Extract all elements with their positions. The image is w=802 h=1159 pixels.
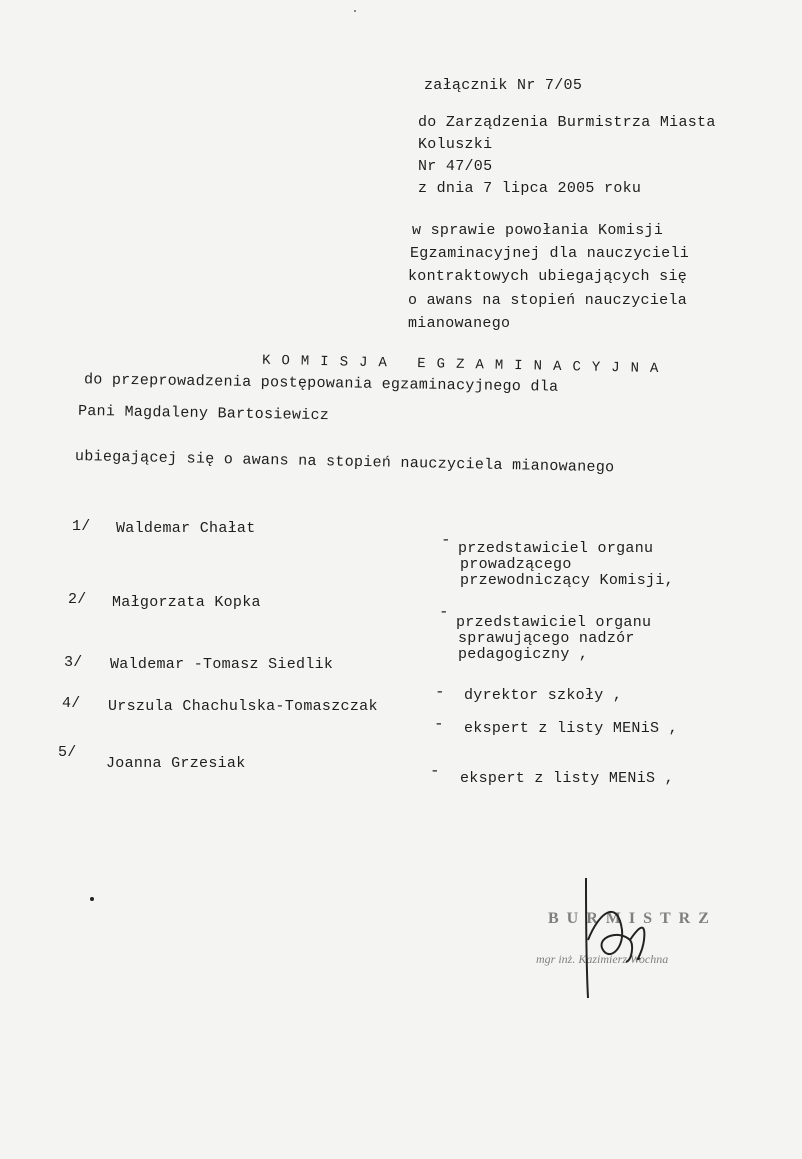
role-dash: - [441, 531, 451, 549]
member-name: Waldemar Chałat [116, 520, 256, 537]
member-name: Małgorzata Kopka [112, 594, 261, 611]
member-number: 2/ [68, 591, 87, 608]
member-number: 5/ [58, 744, 77, 761]
signature-image [560, 870, 670, 1010]
member-number: 4/ [62, 695, 81, 712]
ink-speck [90, 897, 94, 901]
role-dash: - [439, 603, 449, 621]
ink-speck [354, 10, 356, 12]
header-line-2: Koluszki [418, 136, 493, 153]
role-dash: - [434, 715, 444, 733]
member-role-line: prowadzącego [460, 556, 572, 573]
member-role-line: przewodniczący Komisji, [460, 572, 674, 589]
header-line-1: do Zarządzenia Burmistrza Miasta [418, 114, 716, 131]
member-role-line: ekspert z listy MENiS , [460, 770, 674, 787]
member-role-line: pedagogiczny , [458, 646, 589, 663]
header-line-3: Nr 47/05 [418, 158, 493, 175]
member-role-line: sprawującego nadzór [458, 630, 635, 647]
member-role-line: dyrektor szkoły , [464, 687, 623, 704]
header-line-4: z dnia 7 lipca 2005 roku [418, 180, 642, 197]
intro-line-3: ubiegającej się o awans na stopień nauczyciela mianowanego [74, 448, 615, 477]
subject-line-3: kontraktowych ubiegających się [408, 268, 688, 285]
member-role-line: przedstawiciel organu [458, 540, 654, 557]
member-role-line: przedstawiciel organu [456, 614, 652, 631]
subject-line-1: w sprawie powołania Komisji [412, 222, 664, 239]
subject-line-5: mianowanego [408, 315, 511, 332]
role-dash: - [435, 683, 445, 701]
stamp-name: mgr inż. Kazimierz Wochna [536, 952, 669, 966]
intro-line-1: do przeprowadzenia postępowania egzaminacyjnego dla [83, 371, 559, 396]
role-dash: - [430, 762, 440, 780]
member-number: 3/ [64, 654, 83, 671]
member-number: 1/ [72, 518, 91, 535]
subject-line-4: o awans na stopień nauczyciela [408, 292, 688, 309]
member-name: Urszula Chachulska-Tomaszczak [108, 698, 378, 715]
member-name: Joanna Grzesiak [106, 755, 246, 772]
stamp-title: BURMISTRZ [548, 910, 717, 927]
attachment-number: załącznik Nr 7/05 [424, 77, 583, 94]
intro-line-2: Pani Magdaleny Bartosiewicz [77, 402, 330, 425]
member-name: Waldemar -Tomasz Siedlik [110, 656, 334, 673]
document-title: KOMISJA EGZAMINACYJNA [261, 352, 670, 378]
member-role-line: ekspert z listy MENiS , [464, 720, 678, 737]
subject-line-2: Egzaminacyjnej dla nauczycieli [410, 245, 690, 262]
